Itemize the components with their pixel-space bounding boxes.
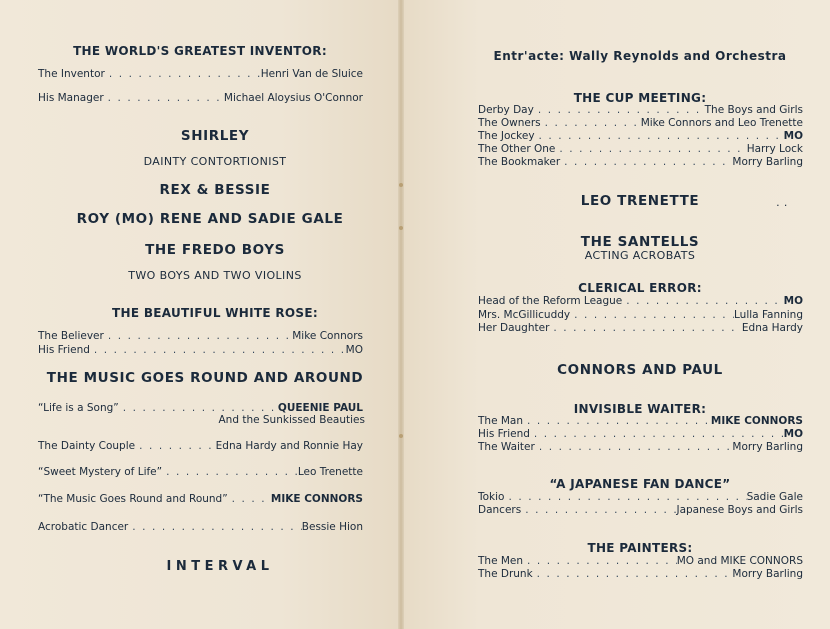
leader-dots xyxy=(90,344,346,356)
leader-dots xyxy=(523,415,711,427)
sunkissed-beauties: And the Sunkissed Beauties xyxy=(218,414,365,426)
leader-dots xyxy=(549,322,742,334)
role: Head of the Reform League xyxy=(478,295,623,307)
invisible-waiter-title: INVISIBLE WAITER: xyxy=(573,402,707,416)
leader-dots xyxy=(135,440,216,452)
performer: Henri Van de Sluice xyxy=(260,68,363,80)
leader-dots xyxy=(104,330,292,342)
inventor-title: THE WORLD'S GREATEST INVENTOR: xyxy=(73,44,327,58)
performer: Morry Barling xyxy=(732,568,803,580)
leader-dots xyxy=(521,504,676,516)
leader-dots xyxy=(533,568,733,580)
performer: Japanese Boys and Girls xyxy=(676,504,803,516)
role: The Other One xyxy=(478,143,556,155)
performer: MIKE CONNORS xyxy=(270,493,363,505)
role: The Man xyxy=(478,415,524,427)
performer: Sadie Gale xyxy=(746,491,803,503)
leader-dots xyxy=(622,295,783,307)
cast-row xyxy=(38,521,363,533)
painters-title: THE PAINTERS: xyxy=(587,541,693,555)
performer: MO xyxy=(345,344,363,356)
performer: Bessie Hion xyxy=(301,521,363,533)
leader-dots xyxy=(555,143,746,155)
cast-row xyxy=(38,466,363,478)
cast-row xyxy=(38,493,363,505)
leader-dots xyxy=(105,68,261,80)
leader-dots xyxy=(119,402,278,414)
performer: Lulla Fanning xyxy=(734,309,803,321)
role: Acrobatic Dancer xyxy=(38,521,129,533)
act-shirley: SHIRLEY xyxy=(180,128,250,144)
role: The Waiter xyxy=(478,441,535,453)
performer: MO and MIKE CONNORS xyxy=(676,555,803,567)
cast-row xyxy=(478,415,803,427)
cast-row xyxy=(38,92,363,104)
role: The Believer xyxy=(38,330,104,342)
act-connors-paul: CONNORS AND PAUL xyxy=(557,362,723,378)
cup-meeting-title: THE CUP MEETING: xyxy=(573,91,707,105)
performer: Morry Barling xyxy=(732,441,803,453)
performer: The Boys and Girls xyxy=(704,104,803,116)
role: The Jockey xyxy=(478,130,535,142)
act-shirley-sub: DAINTY CONTORTIONIST xyxy=(143,155,287,168)
role: Her Daughter xyxy=(478,322,550,334)
cast-row xyxy=(478,491,803,503)
role: His Friend xyxy=(478,428,530,440)
performer: Leo Trenette xyxy=(297,466,363,478)
role: Dancers xyxy=(478,504,522,516)
leader-dots xyxy=(535,441,733,453)
leader-dots xyxy=(504,491,746,503)
role: The Drunk xyxy=(478,568,533,580)
cast-row xyxy=(478,117,803,129)
leader-dots xyxy=(104,92,224,104)
cast-row xyxy=(478,568,803,580)
performer: MO xyxy=(783,130,803,142)
leader-dots xyxy=(530,428,784,440)
performer: Morry Barling xyxy=(732,156,803,168)
role: The Inventor xyxy=(38,68,105,80)
performer: Mike Connors xyxy=(292,330,363,342)
role: “The Music Goes Round and Round” xyxy=(38,493,228,505)
cast-row xyxy=(38,440,363,452)
interval-heading: INTERVAL xyxy=(166,559,274,574)
cast-row xyxy=(478,441,803,453)
cast-row xyxy=(478,295,803,307)
staple-lower xyxy=(399,434,403,438)
cast-row xyxy=(478,309,803,321)
cast-row xyxy=(38,402,363,414)
clerical-title: CLERICAL ERROR: xyxy=(578,281,702,295)
role: The Bookmaker xyxy=(478,156,561,168)
role: Mrs. McGillicuddy xyxy=(478,309,571,321)
role: “Sweet Mystery of Life” xyxy=(38,466,163,478)
act-leo-trenette: LEO TRENETTE xyxy=(580,193,700,209)
cast-row xyxy=(38,330,363,342)
performer: MO xyxy=(783,428,803,440)
leo-trailing-dots: . . xyxy=(776,196,788,209)
leader-dots xyxy=(560,156,732,168)
act-roy-sadie: ROY (MO) RENE AND SADIE GALE xyxy=(76,211,344,227)
act-santells-sub: ACTING ACROBATS xyxy=(584,249,696,262)
leader-dots xyxy=(228,493,271,505)
cast-row xyxy=(478,504,803,516)
role: His Manager xyxy=(38,92,104,104)
performer: Edna Hardy xyxy=(741,322,803,334)
leader-dots xyxy=(570,309,734,321)
cast-row xyxy=(478,130,803,142)
performer: Edna Hardy and Ronnie Hay xyxy=(215,440,363,452)
cast-row xyxy=(478,156,803,168)
music-title: THE MUSIC GOES ROUND AND AROUND xyxy=(46,370,364,386)
fan-dance-title: “A JAPANESE FAN DANCE” xyxy=(549,477,731,491)
act-santells: THE SANTELLS xyxy=(580,234,700,250)
performer: MO xyxy=(783,295,803,307)
cast-row xyxy=(478,104,803,116)
leader-dots xyxy=(162,466,298,478)
performer: Harry Lock xyxy=(746,143,803,155)
performer: Michael Aloysius O'Connor xyxy=(223,92,363,104)
leader-dots xyxy=(541,117,641,129)
act-rex-bessie: REX & BESSIE xyxy=(159,182,271,198)
performer: QUEENIE PAUL xyxy=(277,402,363,414)
cast-row xyxy=(38,68,363,80)
act-fredo-boys: THE FREDO BOYS xyxy=(145,242,285,258)
role: His Friend xyxy=(38,344,90,356)
white-rose-title: THE BEAUTIFUL WHITE ROSE: xyxy=(112,306,318,320)
leader-dots xyxy=(128,521,302,533)
cast-row xyxy=(478,322,803,334)
cast-row xyxy=(478,428,803,440)
role: The Owners xyxy=(478,117,541,129)
role: Derby Day xyxy=(478,104,534,116)
cast-row xyxy=(478,555,803,567)
role: The Dainty Couple xyxy=(38,440,136,452)
leader-dots xyxy=(535,130,784,142)
cast-row xyxy=(38,344,363,356)
leader-dots xyxy=(523,555,677,567)
role: “Life is a Song” xyxy=(38,402,119,414)
performer: MIKE CONNORS xyxy=(710,415,803,427)
role: The Men xyxy=(478,555,524,567)
act-fredo-sub: TWO BOYS AND TWO VIOLINS xyxy=(128,269,302,282)
entracte: Entr'acte: Wally Reynolds and Orchestra xyxy=(493,49,787,63)
performer: Mike Connors and Leo Trenette xyxy=(640,117,803,129)
role: Tokio xyxy=(478,491,505,503)
cast-row xyxy=(478,143,803,155)
leader-dots xyxy=(534,104,705,116)
